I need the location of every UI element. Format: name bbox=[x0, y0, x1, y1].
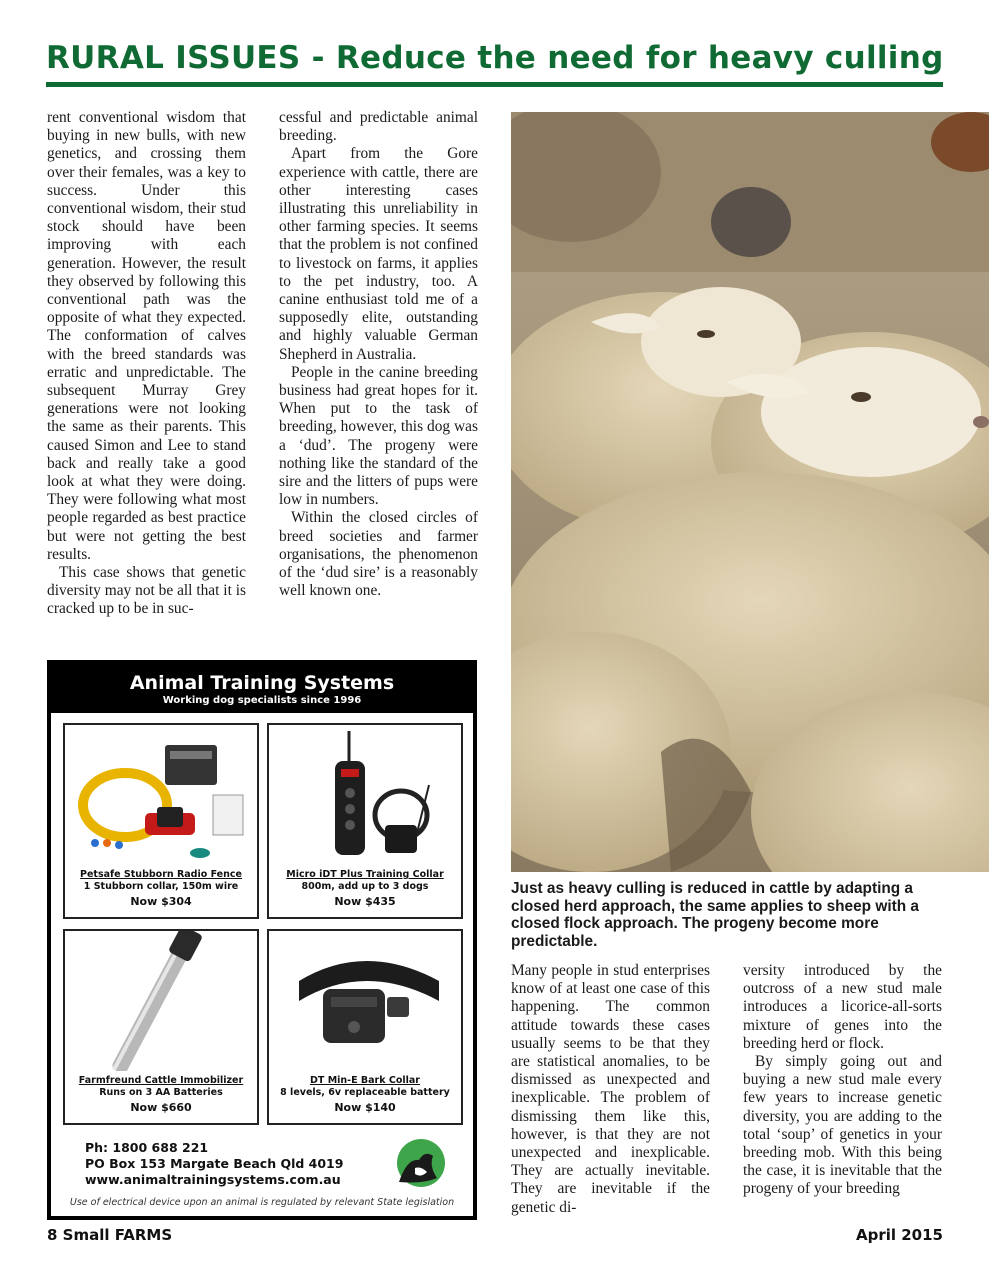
photo-caption: Just as heavy culling is reduced in cattle by adapting a closed herd approach, the same applies to sheep with a closed flock approach. The progeny become more predictable. bbox=[511, 880, 919, 950]
ad-title: Animal Training Systems bbox=[129, 672, 395, 694]
ad-legal-notice: Use of electrical device upon an animal is regulated by relevant State legislation bbox=[69, 1197, 455, 1208]
paragraph: Within the closed circles of breed societies and farmer organisations, the phenomenon of the ‘dud sire’ is a reasonably well known one. bbox=[279, 509, 478, 600]
ad-phone: Ph: 1800 688 221 bbox=[85, 1140, 209, 1155]
article-column-2 bbox=[279, 109, 478, 600]
product-description: Runs on 3 AA Batteries bbox=[99, 1087, 223, 1098]
footer-page-label: 8 Small FARMS bbox=[47, 1226, 173, 1244]
paragraph: Many people in stud enterprises know of at least one case of this happening. The common attitude towards these cases usually seems to be that they are statistical anomalies, to be dismissed as unexpected and inexplicable. The problem of dismissing them like this, however, is that they are not unexpected and inexplicable. They are actually inevitable. They are inevitable if the genetic di- bbox=[511, 962, 710, 1216]
training-collar-image bbox=[269, 725, 461, 865]
article-column-3 bbox=[511, 962, 710, 1217]
product-training-collar[interactable] bbox=[267, 723, 463, 919]
product-description: 800m, add up to 3 dogs bbox=[301, 881, 429, 892]
paragraph: People in the canine breeding business had great hopes for it. When put to the task of breeding, however, this dog was a ‘dud’. The progeny were nothing like the standard of the sire and the litters of pups were low in numbers. bbox=[279, 363, 478, 509]
paragraph: rent conventional wisdom that buying in new bulls, with new genetics, and crossing them over their females, was a key to success. Under this conventional wisdom, their stud stock should have been improving with each generation. However, the result they observed by following this conventional path was the opposite of what they expected. The conformation of calves with the breed standards was erratic and unpredictable. The subsequent Murray Grey generations were not looking the same as their parents. This caused Simon and Lee to stand back and really take a good look at what they were doing. They were following what most people regarded as best practice but were not getting the best results. bbox=[47, 109, 246, 563]
product-description: 8 levels, 6v replaceable battery bbox=[280, 1087, 450, 1098]
product-name: Petsafe Stubborn Radio Fence bbox=[80, 869, 242, 880]
footer-date: April 2015 bbox=[856, 1226, 943, 1244]
product-cattle-immobilizer[interactable] bbox=[63, 929, 259, 1125]
article-column-1 bbox=[47, 109, 246, 619]
product-bark-collar[interactable] bbox=[267, 929, 463, 1125]
article-column-4 bbox=[743, 962, 942, 1199]
product-price: Now $140 bbox=[334, 1101, 396, 1114]
bark-collar-image bbox=[269, 931, 461, 1071]
ad-subtitle: Working dog specialists since 1996 bbox=[162, 695, 362, 706]
product-price: Now $435 bbox=[334, 895, 396, 908]
page-headline: RURAL ISSUES - Reduce the need for heavy culling bbox=[46, 40, 944, 76]
paragraph: cessful and predictable animal breeding. bbox=[279, 109, 478, 145]
dog-logo-icon bbox=[389, 1138, 449, 1188]
paragraph: versity introduced by the outcross of a new stud male introduces a licorice-all-sorts mixture of genes into the breeding herd or flock. bbox=[743, 962, 942, 1052]
sheep-photo bbox=[511, 112, 989, 872]
cattle-immobilizer-image bbox=[65, 931, 257, 1071]
ad-address: PO Box 153 Margate Beach Qld 4019 bbox=[85, 1156, 344, 1171]
paragraph: This case shows that genetic diversity may not be all that it is cracked up to be in suc- bbox=[47, 564, 246, 618]
sheep-illustration bbox=[511, 112, 989, 872]
ad-website[interactable]: www.animaltrainingsystems.com.au bbox=[85, 1172, 341, 1187]
product-price: Now $304 bbox=[130, 895, 192, 908]
paragraph: By simply going out and buying a new stud male every few years to increase genetic diversity, you are adding to the total ‘soup’ of genetics in your breeding mob. With this being the case, it is inevitable that the progeny of your breeding bbox=[743, 1053, 942, 1198]
advertisement[interactable] bbox=[47, 660, 477, 1220]
paragraph: Apart from the Gore experience with cattle, there are other interesting cases illustrating this unreliability in other farming species. It seems that the problem is not confined to livestock on farms, it applies to the pet industry, too. A canine enthusiast told me of a supposedly elite, outstanding and highly valuable German Shepherd in Australia. bbox=[279, 145, 478, 363]
headline-rule bbox=[46, 82, 943, 87]
product-radio-fence[interactable] bbox=[63, 723, 259, 919]
radio-fence-image bbox=[65, 725, 257, 865]
product-name: Farmfreund Cattle Immobilizer bbox=[78, 1075, 244, 1086]
product-price: Now $660 bbox=[130, 1101, 192, 1114]
product-name: Micro iDT Plus Training Collar bbox=[286, 869, 444, 880]
product-name: DT Min-E Bark Collar bbox=[310, 1075, 420, 1086]
product-description: 1 Stubborn collar, 150m wire bbox=[83, 881, 239, 892]
ad-panel bbox=[51, 713, 473, 1216]
